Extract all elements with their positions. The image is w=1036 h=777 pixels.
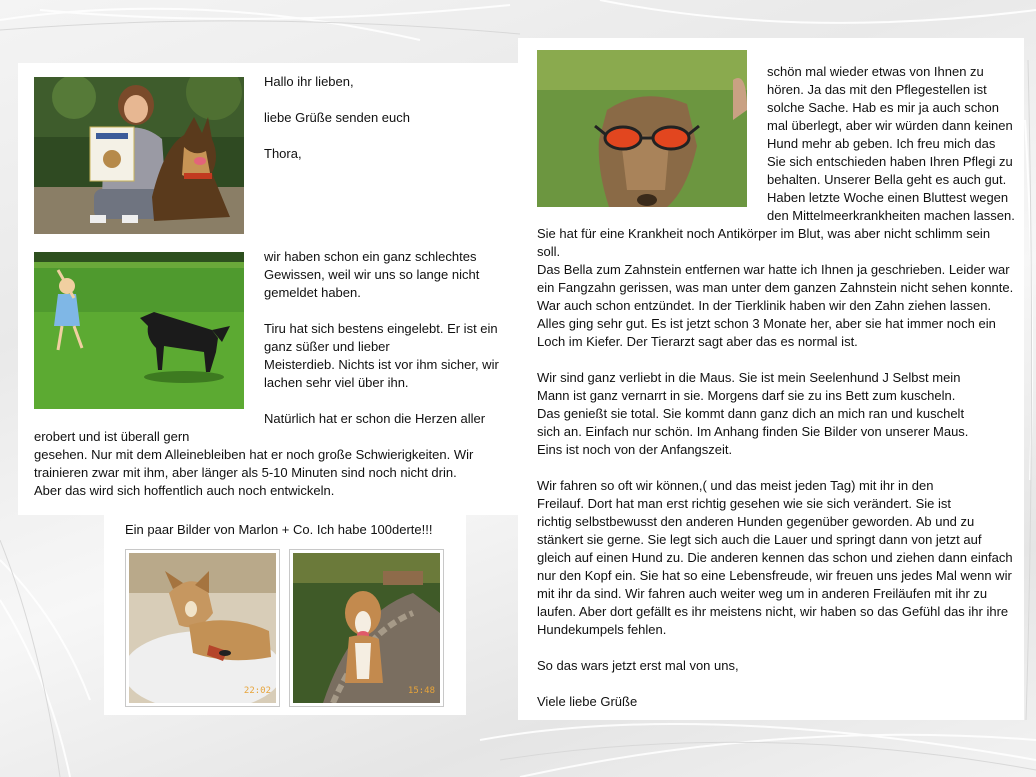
gallery-photo-dog-on-path[interactable]: [289, 549, 444, 707]
gallery-caption: Ein paar Bilder von Marlon + Co. Ich habe 100derte!!!: [125, 522, 433, 537]
text-line: gemeldet haben.: [264, 285, 361, 300]
text-line: Alles ging sehr gut. Es ist jetzt schon 3 Monate her, aber sie hat immer noch ein: [537, 316, 996, 331]
text-line: ein Fangzahn gerissen, was man unter dem ganzen Zahnstein nicht sehen konnte.: [537, 280, 1014, 295]
paragraph-verliebt: [537, 369, 968, 459]
text-line: den Mittelmeerkrankheiten machen lassen.: [767, 208, 1015, 223]
paragraph-intro: [767, 63, 1015, 225]
paragraph-hearts: [34, 428, 473, 500]
right-letter-panel: [518, 38, 1024, 720]
text-line: Tiru hat sich bestens eingelebt. Er ist ein: [264, 321, 498, 336]
gallery-photo-puppy[interactable]: [125, 549, 280, 707]
photo-greyhound-with-sunglasses: [537, 50, 747, 207]
text-line: schön mal wieder etwas von Ihnen zu: [767, 64, 984, 79]
paragraph-tiru: [264, 320, 499, 392]
text-line: Hund mehr ab geben. Ich freu mich das: [767, 136, 996, 151]
text-line: erobert und ist überall gern: [34, 429, 190, 444]
text-line: laufen. Aber dort gefällt es ihr meistens nicht, wir haben so das Gefühl das ihr ihre: [537, 604, 1009, 619]
text-line: Natürlich hat er schon die Herzen aller: [264, 411, 486, 426]
text-line: Hundekumpels fehlen.: [537, 622, 667, 637]
text-line: solche Sache. Hab es mir ja auch schon: [767, 100, 999, 115]
left-letter-panel: [18, 63, 518, 515]
text-line: Wir fahren so oft wir können,( und das meist jeden Tag) mit ihr in den: [537, 478, 934, 493]
closing-text: So das wars jetzt erst mal von uns,: [537, 658, 739, 673]
signature-text: Thora,: [264, 146, 302, 161]
greeting-text: Hallo ihr lieben,: [264, 74, 354, 89]
text-line: Wir sind ganz verliebt in die Maus. Sie ist mein Seelenhund J Selbst mein: [537, 370, 961, 385]
text-line: Das genießt sie total. Sie kommt dann ganz dich an mich ran und kuschelt: [537, 406, 965, 421]
photo-timestamp: 22:02: [243, 686, 271, 696]
text-line: Sie sich entschieden haben Ihren Pflegi zu: [767, 154, 1013, 169]
text-line: Haben letzte Woche einen Bluttest wegen: [767, 190, 1009, 205]
photo-timestamp: 15:48: [407, 686, 435, 696]
text-line: Aber das wird sich hoffentlich auch noch entwickeln.: [34, 483, 335, 498]
text-line: ganz süßer und lieber: [264, 339, 390, 354]
paragraph-freilauf: [537, 477, 1013, 639]
photo-woman-with-dog: [34, 77, 244, 234]
text-line: hören. Ja das mit den Pflegestellen ist: [767, 82, 987, 97]
text-line: richtig selbstbewusst den anderen Hunden gegenüber geworden. Ab und zu: [537, 514, 975, 529]
text-line: mit ihr da sind. Wir fahren auch weiter weg um in anderen Freiläufen mit ihr zu: [537, 586, 988, 601]
text-line: Das Bella zum Zahnstein entfernen war hatte ich Ihnen ja geschrieben. Leider war: [537, 262, 1010, 277]
text-line: wir haben schon ein ganz schlechtes: [264, 249, 477, 264]
text-line: nur den Kopf ein. Sie hat so eine Lebensfreude, wir freuen uns jedes Mal wenn wir: [537, 568, 1012, 583]
text-line: soll.: [537, 244, 561, 259]
text-line: Freilauf. Dort hat man erst richtig gesehen wie sie sich verändert. Sie ist: [537, 496, 952, 511]
text-line: Loch im Kiefer. Der Tierarzt sagt aber das es normal ist.: [537, 334, 858, 349]
text-line: gleich auf einen Hund zu. Die anderen kennen das schon und ziehen dann einfach: [537, 550, 1013, 565]
photo-girl-and-dog-on-lawn: [34, 252, 244, 409]
text-line: Sie hat für eine Krankheit noch Antikörper im Blut, was aber nicht schlimm sein: [537, 226, 991, 241]
text-line: stänkert sie gerne. Sie legt sich auch die Lauer und springt dann von jetzt auf: [537, 532, 982, 547]
text-line: Meisterdieb. Nichts ist vor ihm sicher, wir: [264, 357, 499, 372]
paragraph-apology: [264, 248, 479, 302]
regards-text: liebe Grüße senden euch: [264, 110, 410, 125]
text-line: Mann ist ganz vernarrt in sie. Morgens darf sie zu ins Bett zum kuscheln.: [537, 388, 956, 403]
gallery-panel: [104, 515, 466, 715]
farewell-text: Viele liebe Grüße: [537, 694, 638, 709]
text-line: sich an. Einfach nur schön. Im Anhang finden Sie Bilder von unserer Maus.: [537, 424, 969, 439]
text-line: mal überlegt, aber wir würden dann keinen: [767, 118, 1013, 133]
text-line: gesehen. Nur mit dem Alleinebleiben hat er noch große Schwierigkeiten. Wir: [34, 447, 474, 462]
text-line: trainieren zwar mit ihm, aber länger als 5-10 Minuten sind noch nicht drin.: [34, 465, 457, 480]
paragraph-bella-health: [537, 225, 1013, 351]
text-line: lachen sehr viel über ihn.: [264, 375, 409, 390]
text-line: Eins ist noch von der Anfangszeit.: [537, 442, 733, 457]
text-line: War auch schon entzündet. In der Tierklinik haben wir den Zahn ziehen lassen.: [537, 298, 992, 313]
text-line: Gewissen, weil wir uns so lange nicht: [264, 267, 480, 282]
text-line: behalten. Unserer Bella geht es auch gut.: [767, 172, 1007, 187]
